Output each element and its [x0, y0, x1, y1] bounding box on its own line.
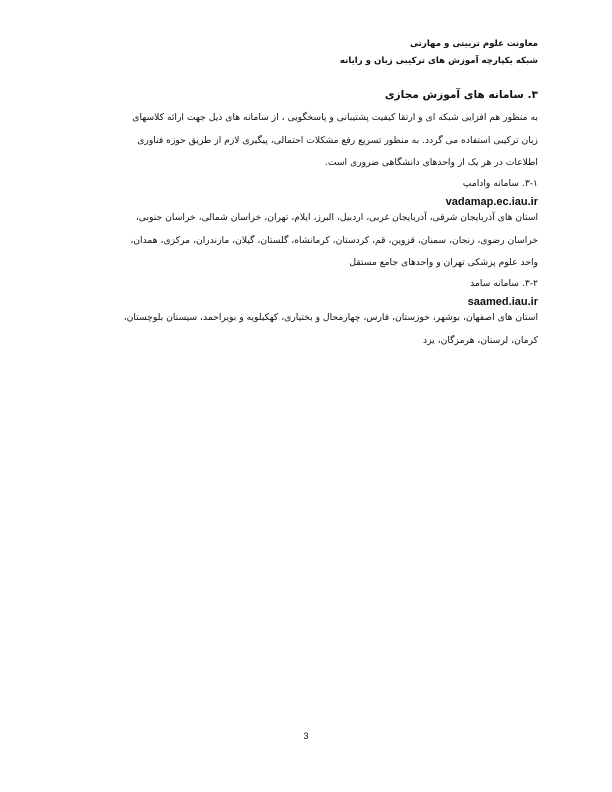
sub2-heading: ۳-۲. سامانه سامد	[470, 278, 538, 289]
sub1-heading: ۳-۱. سامانه وادامپ	[462, 178, 538, 189]
intro-line-2: زبان ترکیبی استفاده می گردد. به منظور تسریع رفع مشکلات احتمالی، پیگیری لازم از طریق حوزه فناوری	[137, 135, 538, 146]
header-line-1: معاونت علوم تربیتی و مهارتی	[409, 39, 538, 49]
sub1-line-3: واحد علوم پزشکی تهران و واحدهای جامع مستقل	[349, 257, 538, 268]
sub2-line-2: کرمان، لرستان، هرمزگان، یزد	[423, 335, 538, 346]
intro-line-3: اطلاعات در هر یک از واحدهای دانشگاهی ضروری است.	[324, 157, 538, 168]
sub1-line-2: خراسان رضوی، زنجان، سمنان، قزوین، قم، کردستان، کرمانشاه، گلستان، گیلان، مازندران، مرکزی، همدان،	[130, 235, 538, 246]
page-number: 3	[303, 731, 309, 741]
section-title: ۳. سامانه های آموزش مجازی	[384, 89, 538, 101]
header-line-2: شبکه یکپارچه آموزش های ترکیبی زبان و رایانه	[339, 56, 538, 66]
sub1-url: vadamap.ec.iau.ir	[445, 196, 538, 208]
sub2-url: saamed.iau.ir	[467, 296, 538, 308]
sub1-line-1: استان های آذربایجان شرقی، آذربایجان غربی، اردبیل، البرز، ایلام، تهران، خراسان شمالی، خراسان جنوبی،	[135, 212, 538, 223]
intro-line-1: به منظور هم افزایی شبکه ای و ارتقا کیفیت پشتیبانی و پاسخگویی ، از سامانه های ذیل جهت ارائه کلاسهای	[132, 112, 538, 123]
sub2-line-1: استان های اصفهان، بوشهر، خوزستان، فارس، چهارمحال و بختیاری، کهکیلویه و بویراحمد، سیستان بلوچستان،	[123, 312, 538, 323]
